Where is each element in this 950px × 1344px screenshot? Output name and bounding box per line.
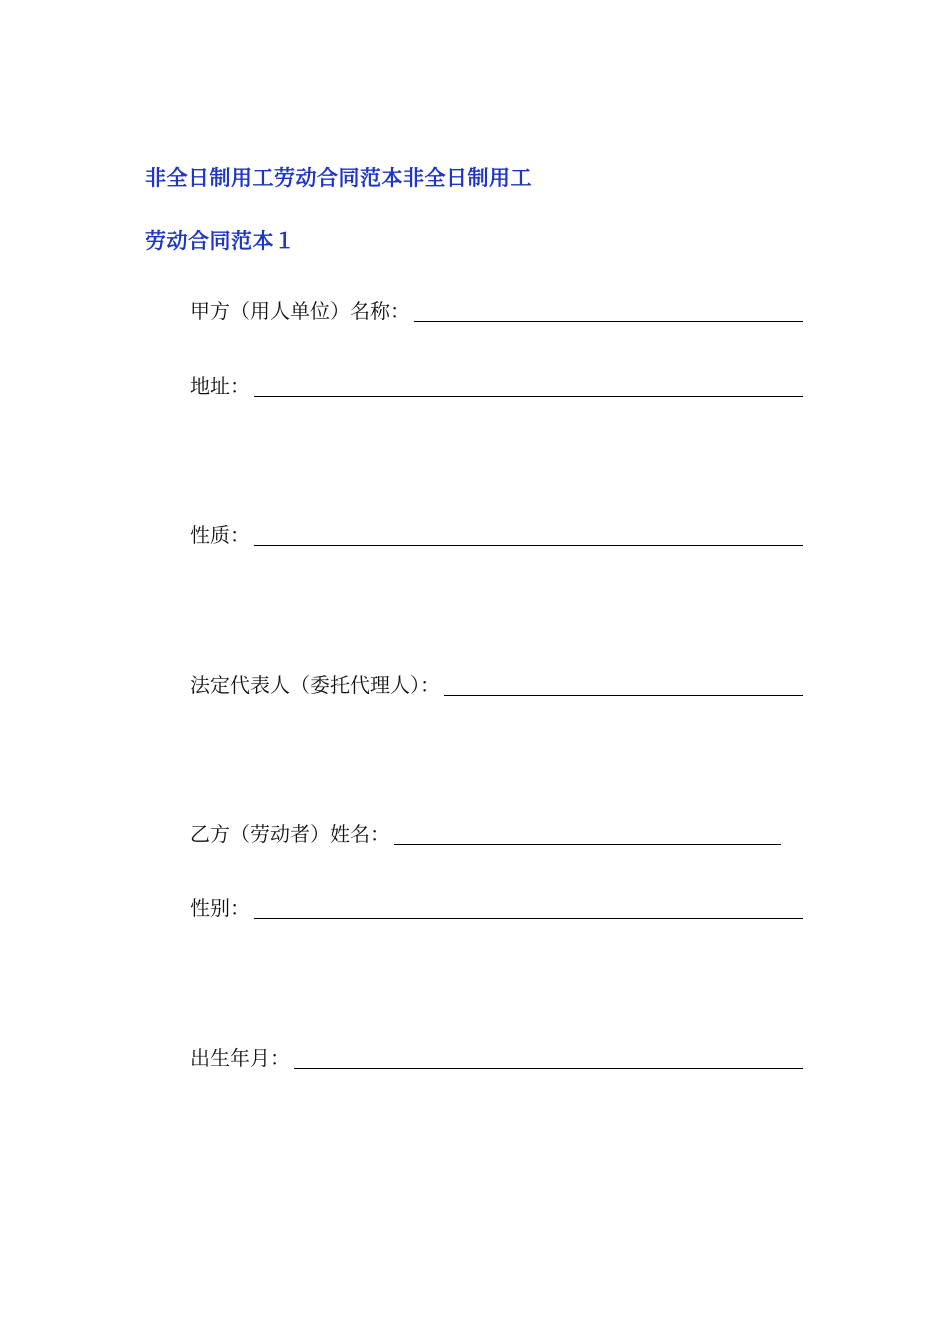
document-title-line-2: 劳动合同范本１: [145, 228, 296, 253]
birth-date-label: 出生年月：: [190, 1046, 290, 1070]
legal-representative-label: 法定代表人（委托代理人）：: [190, 673, 440, 697]
document-title-line-1: 非全日制用工劳动合同范本非全日制用工: [145, 165, 532, 190]
employee-name-field: [190, 821, 781, 847]
birth-date-blank[interactable]: [294, 1068, 803, 1069]
gender-blank[interactable]: [254, 918, 803, 919]
address-blank[interactable]: [254, 396, 803, 397]
employer-name-label: 甲方（用人单位）名称：: [190, 299, 410, 323]
gender-label: 性别：: [190, 896, 250, 920]
nature-label: 性质：: [190, 523, 250, 547]
employee-name-blank[interactable]: [394, 844, 781, 845]
legal-representative-field: [190, 672, 803, 698]
birth-date-field: [190, 1045, 803, 1071]
legal-representative-blank[interactable]: [444, 695, 803, 696]
employee-name-label: 乙方（劳动者）姓名：: [190, 822, 390, 846]
nature-blank[interactable]: [254, 545, 803, 546]
address-label: 地址：: [190, 374, 250, 398]
employer-name-blank[interactable]: [414, 321, 803, 322]
gender-field: [190, 895, 803, 921]
address-field: [190, 373, 803, 399]
nature-field: [190, 522, 803, 548]
employer-name-field: [190, 298, 803, 324]
